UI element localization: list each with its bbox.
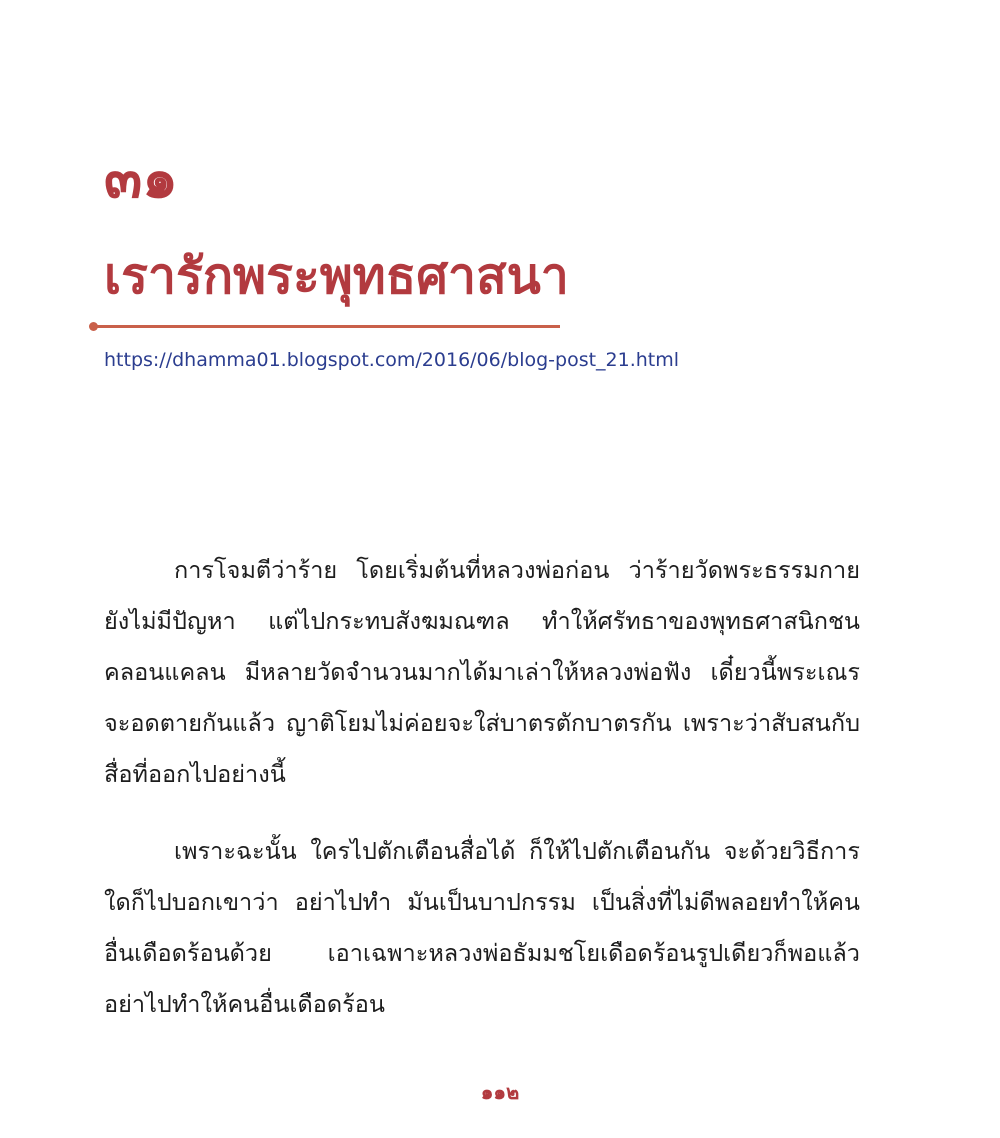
title-underline bbox=[94, 325, 560, 328]
chapter-number: ๓๑ bbox=[104, 145, 178, 211]
paragraph-2: เพราะฉะนั้น ใครไปตักเตือนสื่อได้ ก็ให้ไปตักเตือนกัน จะด้วยวิธีการใดก็ไปบอกเขาว่า อย่าไปทำ มันเป็นบาปกรรม เป็นสิ่งที่ไม่ดีพลอยทำให้คนอื่นเดือดร้อนด้วย เอาเฉพาะหลวงพ่อธัมมชโยเดือดร้อนรูปเดียวก็พอแล้ว อย่าไปทำให้คนอื่นเดือดร้อน bbox=[104, 837, 860, 1018]
source-url-link[interactable]: https://dhamma01.blogspot.com/2016/06/blog-post_21.html bbox=[104, 349, 680, 371]
page-number: ๑๑๒ bbox=[480, 1080, 520, 1104]
paragraph-1: การโจมตีว่าร้าย โดยเริ่มต้นที่หลวงพ่อก่อน ว่าร้ายวัดพระธรรมกายยังไม่มีปัญหา แต่ไปกระทบสังฆมณฑล ทำให้ศรัทธาของพุทธศาสนิกชนคลอนแคลน มีหลายวัดจำนวนมากได้มาเล่าให้หลวงพ่อฟัง เดี๋ยวนี้พระเณรจะอดตายกันแล้ว ญาติโยมไม่ค่อยจะใส่บาตรตักบาตรกัน เพราะว่าสับสนกับสื่อที่ออกไปอย่างนี้ bbox=[104, 556, 860, 788]
chapter-title: เรารักพระพุทธศาสนา bbox=[104, 246, 569, 305]
body-text bbox=[104, 545, 860, 1056]
